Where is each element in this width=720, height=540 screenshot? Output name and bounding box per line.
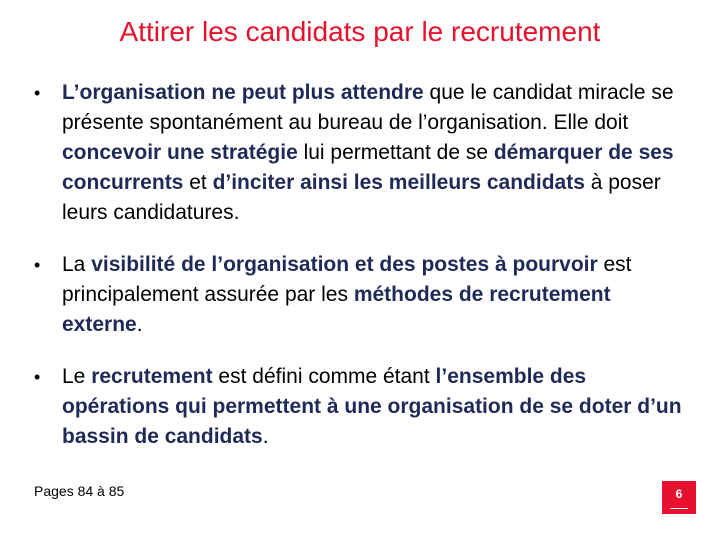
- slide-title: Attirer les candidats par le recrutement: [119, 16, 601, 47]
- body-text: que le candidat miracle se présente spontanément au bureau de l’organisation. Elle doit: [62, 81, 674, 134]
- body-text: est principalement assurée par les: [62, 253, 632, 306]
- emphasis-text: d’inciter ainsi les meilleurs candidats: [212, 171, 585, 194]
- bullet-icon: •: [34, 83, 41, 103]
- body-text: .: [262, 425, 269, 448]
- bullet-icon: •: [34, 367, 41, 387]
- emphasis-text: démarquer de ses concurrents: [62, 141, 674, 194]
- body-text: et: [183, 171, 213, 194]
- body-text: est défini comme étant: [212, 365, 436, 388]
- emphasis-text: recrutement: [91, 365, 213, 388]
- emphasis-text: visibilité de l’organisation et des postes à pourvoir: [91, 253, 598, 276]
- body-text: La: [62, 253, 92, 276]
- bullet-item: [34, 250, 694, 340]
- bullet-icon: •: [34, 255, 41, 275]
- bullet-item: [34, 78, 694, 228]
- bullet-list: [34, 78, 694, 474]
- body-text: Le: [62, 365, 92, 388]
- emphasis-text: concevoir une stratégie: [62, 141, 298, 164]
- emphasis-text: L’organisation ne peut plus attendre: [62, 81, 424, 104]
- body-text: à poser leurs candidatures.: [62, 171, 661, 224]
- body-text: lui permettant de se: [297, 141, 494, 164]
- page-reference: Pages 84 à 85: [34, 483, 125, 499]
- emphasis-text: méthodes de recrutement externe: [62, 283, 611, 336]
- emphasis-text: l’ensemble des opérations qui permettent à une organisation de se doter d’un bassin de candidats: [62, 365, 682, 448]
- bullet-item: [34, 362, 694, 452]
- page-number-badge: 6: [662, 481, 696, 514]
- body-text: .: [136, 313, 143, 336]
